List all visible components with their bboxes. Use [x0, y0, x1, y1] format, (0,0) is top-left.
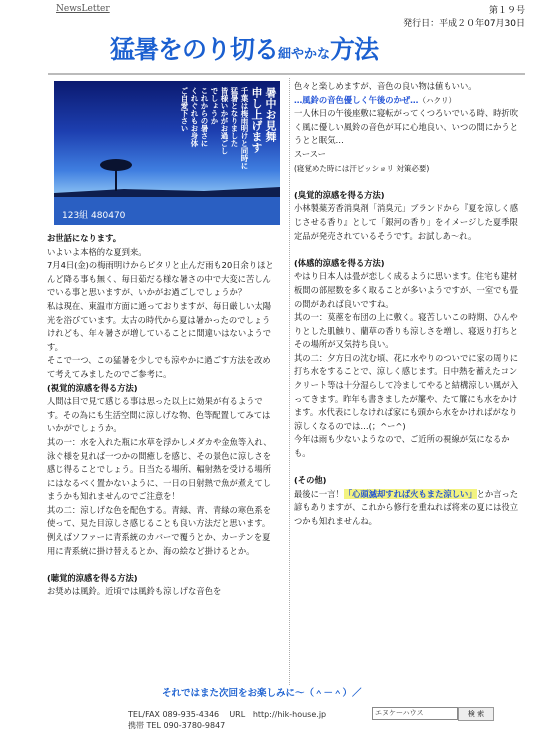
- poem-line: 千葉は梅雨明けと同時に: [240, 87, 249, 170]
- paragraph: スースー: [294, 148, 326, 159]
- issue-number: 第１９号: [488, 6, 525, 16]
- paragraph: (寝覚めた時には汗ビッショリ 対策必要): [294, 163, 430, 173]
- paragraph: 一人休日の午後座敷に寝転がってくつろいでいる時、時折吹く風に優しい風鈴の音色が耳に心地良い、いつの間にかうとうとと眠気…: [294, 108, 519, 146]
- haiku: …風鈴の音色優しく午後のかぜ…: [294, 94, 419, 105]
- header-divider: [48, 73, 525, 75]
- section-heading: (聴覚的涼感を得る方法): [47, 572, 138, 583]
- publish-date: 発行日：平成２０年07月30日: [403, 19, 525, 29]
- title-main: 猛暑をのり切る: [110, 35, 279, 64]
- paragraph: お奨めは風鈴。近頃では風鈴も涼しげな音色を: [47, 586, 222, 597]
- website-link[interactable]: http://hik-house.jp: [252, 710, 327, 719]
- url-label: URL: [229, 710, 246, 719]
- poem-lead-1: 暑中お見舞: [264, 87, 277, 142]
- paragraph: [294, 175, 525, 189]
- poem-line: 皆様いかがお過ごし: [220, 87, 229, 155]
- left-column: [47, 232, 277, 599]
- section-heading: (臭覚的涼感を得る方法): [294, 189, 385, 200]
- column-divider: [289, 78, 290, 685]
- footer-contact: [128, 709, 326, 731]
- paragraph: 小林製薬芳香消臭剤「消臭元」ブランドから『夏を涼しく感じさせる香り』として「銀河の香り」をイメージした夏季限定品が発売されているそうです。お試しあ～れ。: [294, 203, 519, 241]
- paragraph: いよいよ本格的な夏到来。: [47, 246, 147, 257]
- poem-line: でしょうか: [210, 87, 219, 125]
- paragraph: [294, 94, 525, 108]
- page-title: [110, 30, 378, 66]
- section-heading: (体感的涼感を得る方法): [294, 257, 385, 268]
- greeting-poem: [180, 87, 276, 170]
- section-heading: お世話になります。: [47, 233, 122, 243]
- tel-fax: TEL/FAX 089-935-4346: [128, 710, 220, 719]
- title-end: 方法: [330, 35, 379, 64]
- paragraph-lead: 最後に一言！: [294, 488, 344, 499]
- paragraph: 其の二：夕方日の沈む頃、花に水やりのついでに家の周りに打ち水をすることで、涼しく感じます。日中熱を蓄えたコンクリート等は十分湿らして冷ましてやると結構涼しい風が入ってきます。昨年も書きましたが簾や、たて簾にも水をかけます。水代表にしなければ家にも頭から水をかければがなり涼しくなるのでは…(；^ー^): [294, 352, 519, 431]
- search-input[interactable]: エヌケーハウス: [372, 707, 458, 720]
- paragraph: やはり日本人は畳が恋しく成るように思います。住宅も建材板間の部屋数を多く取ることが多いようですが、一室でも畳の間があれば良いですね。: [294, 271, 519, 309]
- poem-lead-2: 申し上げます: [250, 87, 263, 153]
- paragraph: 其の一：茣蓙を布団の上に敷く。寝苦しいこの時期、ひんやりとした肌触り、藺草の香りも涼しさを増し、寝返り打ちとその場所が又気持ち良い。: [294, 312, 519, 350]
- poem-line: これからの暑さに: [200, 87, 209, 147]
- paragraph: [47, 558, 277, 572]
- tree-canopy: [100, 159, 132, 171]
- section-heading: (視覚的涼感を得る方法): [47, 382, 138, 393]
- summer-greeting-photo: [54, 81, 280, 225]
- paragraph: 私は現在、東温市方面に通っておりますが、毎日厳しい太陽光を浴びています。太古の時代から夏は暑かったのでしょうけれども、年々暑さが増していることに間違いはないようです。: [47, 300, 272, 352]
- shoreline: [54, 187, 280, 197]
- title-sub: 細やかな: [278, 47, 331, 62]
- poem-line: 猛暑となりました: [230, 87, 239, 147]
- paragraph: そこで一つ、この猛暑を少しでも涼やかに過ごす方法を改めて考えてみましたのでご参考に。: [47, 355, 271, 379]
- poem-line: ご自愛下さい: [180, 87, 189, 132]
- paragraph: 其の一：水を入れた瓶に水草を浮かしメダカや金魚等入れ、泳ぐ様を見れば一つかの間癒しを感じ、その景色に涼しさを感じ得ることでしょう。日当たる場所、輻射熱を受ける場所にはなるべく置かないように、一日の日射熱で魚が煮えてしまうかも知れませんのでご注意を！: [47, 436, 272, 502]
- highlighted-proverb: 「心頭滅却すれば火もまた涼しい」: [343, 488, 477, 499]
- haiku-attribution: （ハクリ）: [418, 95, 456, 105]
- paragraph: 今年は雨も少ないようなので、ご近所の視線が気になるかも。: [294, 434, 510, 459]
- paragraph: [294, 243, 525, 257]
- paragraph: [294, 461, 525, 475]
- paragraph-tail: とか言った諺もありますが、これから修行を重ねれば将来の夏には役立つかも知れませんね。: [294, 488, 519, 526]
- photo-caption: 123組 480470: [62, 211, 126, 221]
- paragraph: [294, 488, 525, 529]
- poem-line: くれぐれもお身体: [190, 87, 199, 147]
- section-heading: (その他): [294, 475, 327, 486]
- right-column: [294, 80, 525, 529]
- paragraph: 其の二：涼しげな色を配色する。青緑、青、青緑の寒色系を使って、見た目涼しさ感じることも良い方法だと思います。例えばソファーに青系統のカバーで覆うとか、カーテンを夏用に青系統に掛け替えるとか、海の絵など掛けるとか。: [47, 504, 272, 556]
- paragraph: 色々と楽しめますが、音色の良い物は値もいい。: [294, 81, 477, 91]
- newsletter-label: NewsLetter: [56, 4, 110, 14]
- closing-message: それではまた次回をお楽しみに～（＾－＾）／: [162, 688, 362, 699]
- search-button[interactable]: 検 索: [458, 707, 494, 721]
- paragraph: 7月4日(金)の梅雨明けからピタリと止んだ雨も20日余りほとんど降る事も無く、毎日茹だる様な暑さの中で大変に苦しんでいる事と思いますが、いかがお過ごしでしょうか？: [47, 260, 274, 298]
- paragraph: 人間は目で見て感じる事は思った以上に効果が有るようです。その為にも生活空間に涼しげな物、色等配置してみてはいかがでしょうか。: [47, 396, 271, 434]
- mobile-tel: 携帯 TEL 090-3780-9847: [128, 721, 226, 730]
